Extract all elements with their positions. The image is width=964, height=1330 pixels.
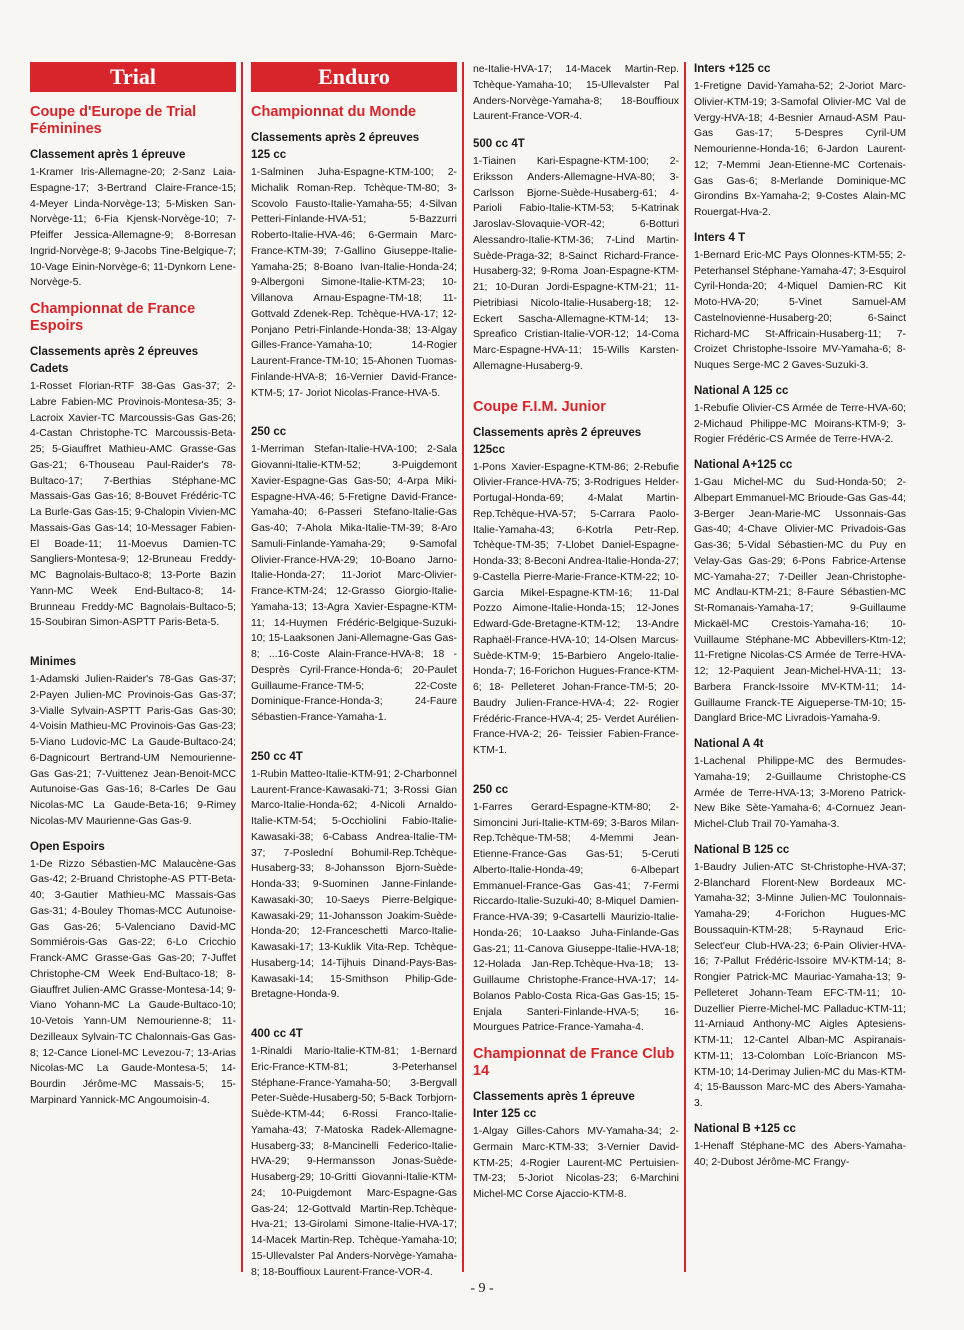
column-club14: [694, 62, 906, 1262]
results-text: 1-Adamski Julien-Raider's 78-Gas Gas-37; 2-Payen Julien-MC Provinois-Gas Gas-37; 3-Vialle Sylvain-ASPTT Paris-Gas Gas-30; 4-Voisin Mathieu-MC Provinois-Gas Gas-23; 5-Viano Ludovic-MC La Gaude-Bultaco-24; 6-Dagnicourt Bertrand-UM Nemourienne-Gas Gas-21; 7-Vuittenez Jean-Benoit-MCC Autunoise-Gas Gas-16; 8-Carles De Gau Nicolas-MC La Gaude-Beta-16; 9-Rimey Nicolas-MV Maurienne-Gas Gas-9.: [30, 674, 236, 827]
column-rule: [241, 62, 243, 1272]
trial-banner: Trial: [30, 62, 236, 92]
results-text: 1-Gau Michel-MC du Sud-Honda-50; 2-Albepart Emmanuel-MC Brioude-Gas Gas-44; 3-Berger Jean-Marie-MC Ussonnais-Gas Gas-40; 4-Chave Olivier-MC Privadois-Gas Gas-36; 5-Vidal Sébastien-MC du Puy en Velay-Gas Gas-29; 6-Pons Fabrice-Artense MC-Yamaha-27; 7-Deiller Jean-Christophe-MC Andlau-KTM-21; 8-Faure Sébastien-MC St-Romanais-Yamaha-17; 9-Guillaume Mickaël-MC Crestois-Yamaha-16; 10-Vuillaume Stéphane-MC Abbevillers-Ktm-12; 11-Fretigne Nicolas-CS Armée de Terre-HVA-12; 12-Paquient Jean-Michel-HVA-11; 13-Barbera Franck-Issoire MV-KTM-11; 14-Guillaume Franck-TE Aigueperse-TM-10; 15-Danglard Brice-MC Livradois-Yamaha-9.: [694, 477, 906, 725]
category-heading-national-a-125: National A 125 cc: [694, 384, 789, 397]
results-text: 1-Pons Xavier-Espagne-KTM-86; 2-Rebufie Olivier-France-HVA-75; 3-Rodrigues Helder-Portugal-Honda-69; 4-Malat Martin-Rep.Tchèque-HVA-57; 5-Carrara Paolo-Italie-Yamaha-43; 6-Kotrla Petr-Rep. Tchèque-TM-35; 7-Llobet Daniel-Espagne-Honda-33; 8-Beconi Andrea-Italie-Honda-27; 9-Castella Pierre-Marie-France-KTM-22; 10-Garcia Mikel-Espagne-KTM-16; 11-Dal Pozzo Aimone-Italie-Honda-15; 12-Jones Edward-Gde-Bretagne-KTM-12; 13-Andre Raphaël-France-HVA-10; 14-Olsen Marcus-Suède-KTM-9; 15-Barbiero Angelo-Italie-Honda-7; 16-Forichon Hugues-France-KTM-6; 18- Pelleteret Johan-France-TM-5; 20-Baudry Julien-France-HVA-4; 22- Rogier Frédéric-France-HVA-4; 25- Verdet Aurélien-France-HVA-2; 26- Teissier Fabien-France-KTM-1.: [473, 461, 679, 756]
results-text: 1-Algay Gilles-Cahors MV-Yamaha-34; 2-Germain Marc-KTM-33; 3-Vernier David-KTM-25; 4-Rogier Laurent-MC Pertuisien-TM-23; 5-Joriot Nicolas-23; 6-Marchini Michel-MC Corse Ajaccio-KTM-8.: [473, 1126, 679, 1200]
section-title-monde: Championnat du Monde: [251, 104, 417, 120]
classement-heading: Classements après 2 épreuves: [251, 132, 420, 144]
results-text: 1-Farres Gerard-Espagne-KTM-80; 2-Simoncini Juri-Italie-KTM-69; 3-Baros Milan-Rep.Tchèque-TM-58; 4-Memmi Jean-Etienne-France-Gas Gas-51; 5-Ceruti Alberto-Italie-Honda-49; 6-Albepart Emmanuel-France-Gas Gas-41; 7-Fermi Riccardo-Italie-Suzuki-40; 8-Miquel Damien-France-HVA-39; 9-Casartelli Maurizio-Italie-Honda-26; 10-Laakso Juha-Finlande-Gas Gas-21; 11-Canova Giuseppe-Italie-HVA-18; 12-Holada Jan-Rep.Tchèque-Hva-18; 13-Guillaume Christophe-France-HVA-17; 14-Bolanos Pablo-Costa Rica-Gas Gas-15; 15-Enjala Santeri-Finlande-HVA-5; 16-Mourgues Patrice-France-Yamaha-4.: [473, 801, 679, 1034]
category-heading-national-b-plus-125: National B +125 cc: [694, 1122, 796, 1135]
category-heading-500-4t: 500 cc 4T: [473, 138, 525, 150]
section-title-coupe-europe: Coupe d'Europe de Trial Féminines: [30, 104, 197, 137]
category-heading-250: 250 cc: [251, 426, 287, 439]
category-heading-125: 125cc: [473, 443, 505, 456]
results-text: 1-Baudry Julien-ATC St-Christophe-HVA-37; 2-Blanchard Florent-New Bordeaux MC-Yamaha-32; 3-Minne Julien-MC Toulonnais-Yamaha-29; 4-Forichon Hugues-MC Boussaquin-KTM-28; 5-Raynaud Eric-Select'eur Club-HVA-23; 6-Pain Olivier-HVA-16; 7-Pallut Frédéric-Issoire MV-KTM-14; 8-Rongier Patrick-MC Mauriac-Yamaha-13; 9-Pelleteret Johann-Team EFC-TM-11; 10-Duzellier Pierre-Michel-MC Palladuc-KTM-11; 11-Arniaud Anthony-MC Aigles Aptesiens-KTM-11; 12-Cantel Alban-MC Aspiranais-KTM-11; 13-Colomban Loïc-Briancon MS-KTM-10; 14-Derimay Julien-MC du Mas-KTM-4; 15-Bausson Marc-MC des Abers-Yamaha-3.: [694, 861, 906, 1109]
classement-heading: Classement après 1 épreuve: [30, 149, 186, 161]
category-heading-open: Open Espoirs: [30, 840, 105, 853]
results-text: 1-Henaff Stéphane-MC des Abers-Yamaha-40; 2-Dubost Jérôme-MC Frangy-: [694, 1140, 906, 1168]
results-text: 1-De Rizzo Sébastien-MC Malaucène-Gas Gas-42; 2-Bruand Christophe-AS PTT-Beta-40; 3-Gautier Mathieu-MC Massais-Gas Gas-31; 4-Bouley Thomas-MCC Autunoise-Gas Gas-26; 5-Valenciano David-MC Sommiérois-Gas Gas-22; 6-Lo Cricchio Franck-AMC Grasse-Gas Gas-20; 7-Juffet Christophe-CM Week End-Bultaco-18; 8-Giauffret Julien-AMC Grasse-Montesa-14; 9-Viano Yohann-MC La Gaude-Bultaco-10; 10-Vetois Yann-UM Nemourienne-8; 11-Dezilleaux Sylvain-TC Chalonnais-Gas Gas-8; 12-Cance Lionel-MC Levezou-7; 13-Arias Nicolas-MC La Gaude-Montesa-5; 14-Bourdin Jérôme-MC Massais-5; 15-Marpinard Yannick-MC Angoumoisin-4.: [30, 858, 236, 1106]
results-text-continuation: ne-Italie-HVA-17; 14-Macek Martin-Rep. Tchèque-Yamaha-10; 15-Ullevalster Pal Anders-Norvège-Yamaha-8; 18-Bouffioux Laurent-France-VOR-4.: [473, 64, 679, 123]
column-enduro-continued: [473, 62, 679, 1262]
results-text: 1-Merriman Stefan-Italie-HVA-100; 2-Sala Giovanni-Italie-KTM-52; 3-Puigdemont Xavier-Espagne-Gas Gas-50; 4-Arpa Miki-Espagne-HVA-46; 5-Fretigne David-France-Yamaha-40; 6-Passeri Stefano-Italie-Gas Gas-40; 7-Ahola Mika-Italie-TM-39; 8-Aro Samuli-Finlande-Yamaha-29; 9-Samofal Olivier-France-HVA-29; 10-Boano Jarno-Italie-Honda-27; 11-Joriot Marc-Olivier-France-KTM-24; 12-Grasso Giorgio-Italie-Yamaha-13; 13-Agra Xavier-Espagne-KTM-11; 14-Huymen Frédéric-Belgique-Suzuki-10; 15-Laaksonen Jani-Allemagne-Gas Gas-8; ...16-Coste Alain-France-HVA-8; 18 -Desprès Cyril-France-Honda-6; 20-Paulet Guillaume-France-TM-5; 22-Coste Dominique-France-Honda-3; 24-Faure Sébastien-France-Yamaha-1.: [251, 444, 457, 723]
category-heading-250: 250 cc: [473, 783, 509, 796]
category-heading-125: 125 cc: [251, 149, 287, 161]
category-heading-cadets: Cadets: [30, 363, 69, 375]
category-heading-minimes: Minimes: [30, 656, 77, 668]
page-number: - 9 -: [470, 1281, 494, 1296]
results-text-continued: 1-Rinaldi Mario-Italie-KTM-81; 1-Bernard Eric-France-KTM-81; 3-Peterhansel Stéphane-France-Yamaha-50; 3-Bergvall Peter-Suède-Husaberg-50; 5-Back Torbjorn-Suède-KTM-44; 6-Rossi Franco-Italie-Yamaha-43; 7-Matoska Radek-Allemagne-Husaberg-33; 8-Mancinelli Federico-Italie-HVA-29; 9-Hermansson Jonas-Suède-Husaberg-29; 10-Gritti Giovanni-Italie-KTM-24; 10-Puigdemont Marc-Espagne-Gas Gas-24; 12-Gottvald Martin-Rep.Tchèque-Hva-21; 13-Girolami Simone-Italie-HVA-17; 14-Macek Martin-Rep. Tchèque-Yamaha-10; 15-Ullevalster Pal Anders-Norvège-Yamaha-8; 18-Bouffioux Laurent-France-VOR-4.: [251, 1046, 457, 1278]
category-heading-inters-4t: Inters 4 T: [694, 231, 746, 244]
category-heading-250-4t: 250 cc 4T: [251, 750, 303, 763]
results-text: 1-Tiainen Kari-Espagne-KTM-100; 2-Eriksson Anders-Allemagne-HVA-80; 3-Carlsson Bjorne-Suède-Husaberg-61; 4-Parioli Fabio-Italie-KTM-53; 5-Katrinak Jaroslav-Slovaquie-VOR-42; 6-Botturi Alessandro-Italie-KTM-36; 7-Lind Martin-Suède-Praga-32; 8-Sainct Richard-France-Husaberg-32; 9-Roma Joan-Espagne-KTM-21; 10-Duran Jordi-Espagne-KTM-21; 11-Pietribiasi Nicolo-Italie-Husaberg-18; 12-Eckert Sascha-Allemagne-KTM-14; 13-Spreafico Cristian-Italie-VOR-12; 14-Coma Marc-Espagne-HVA-11; 15-Wills Karsten-Allemagne-Husaberg-9.: [473, 156, 679, 372]
section-title-espoirs: Championnat de France Espoirs: [30, 301, 196, 334]
column-rule: [462, 62, 464, 1272]
results-text: 1-Kramer Iris-Allemagne-20; 2-Sanz Laia-Espagne-17; 3-Bertrand Claire-France-15; 4-Meyer Linda-Norvège-13; 5-Misken San-Norvège-11; 6-Fia Kjensk-Norvège-10; 7-Pfeiffer Jessica-Allemagne-9; 8-Borresan Ingrid-Norvège-8; 9-Jacobs Tine-Belgique-7; 10-Vage Einin-Norvège-6; 11-Dynkorn Lene-Norvège-5.: [30, 167, 236, 289]
results-text: 1-Rosset Florian-RTF 38-Gas Gas-37; 2-Labre Fabien-MC Provinois-Montesa-35; 3-Lacroix Xavier-TC Marcoussis-Gas Gas-26; 4-Castan Christophe-TC Marcoussis-Beta-25; 5-Giauffret Mathieu-AMC Grasse-Gas Gas-21; 6-Thouseau Paul-Raider's 78-Bultaco-17; 7-Berthias Stéphane-MC Massais-Gas Gas-16; 8-Bouvet Frédéric-TC La Burle-Gas Gas-15; 9-Chalopin Vivien-MC Massais-Gas Gas-14; 10-Messager Fabien-El Boade-11; 11-Moevus Damien-TC Sangliers-Montesa-9; 12-Bruneau Freddy-MC Bagnolais-Bultaco-8; 13-Porte Bazin Yann-MC Week End-Bultaco-8; 14-Brunneau Freddy-MC Bagnolais-Bultaco-5; 15-Soubiran Simon-ASPTT Paris-Beta-5.: [30, 381, 236, 629]
results-text: 1-Rubin Matteo-Italie-KTM-91; 2-Charbonnel Laurent-France-Kawasaki-71; 3-Rossi Gian Marco-Italie-Honda-62; 4-Nicoli Arnaldo-Italie-KTM-54; 5-Occhiolini Fabio-Italie-Kawasaki-38; 6-Cabass Andrea-Italie-TM-37; 7-Poslední Bohumil-Rep.Tchèque-Husaberg-33; 8-Johansson Bjorn-Suède-Honda-33; 9-Suominen Janne-Finlande-Kawasaki-30; 10-Saeys Pierre-Belgique-Kawasaki-29; 11-Johansson Joakim-Suède-Honda-20; 12-Franceschetti Marco-Italie-Kawasaki-17; 13-Kuklik Vita-Rep. Tchèque-Husaberg-14; 14-Tijhuis Dinand-Pays-Bas-Kawasaki-14; 15-Smithson Philip-Gde-Bretagne-Honda-9.: [251, 768, 457, 1001]
results-text: 1-Salminen Juha-Espagne-KTM-100; 2-Michalik Roman-Rep. Tchèque-TM-80; 3-Scovolo Fausto-Italie-Yamaha-55; 4-Silvan Petteri-Finlande-HVA-51; 5-Bazzurri Roberto-Italie-HVA-46; 6-Germain Marc-France-KTM-39; 7-Gallino Giuseppe-Italie-Yamaha-25; 8-Boano Ivan-Italie-Honda-24; 9-Albergoni Simone-Italie-KTM-23; 10-Villanova Arnau-Espagne-TM-18; 11-Gottvald Zdenek-Rep. Tchèque-HVA-17; 12-Ponjano Petri-Finlande-Honda-38; 13-Algay Gilles-France-Yamaha-10; 14-Rogier Laurent-France-TM-10; 15-Ahonen Tuomas-Finlande-HVA-8; 16-Vernier David-France-KTM-5; 17- Joriot Nicolas-France-HVA-5.: [251, 167, 457, 399]
column-trial: [30, 62, 236, 1262]
section-title-club14: Championnat de France Club 14: [473, 1046, 675, 1079]
category-heading-inters-125-plus: Inters +125 cc: [694, 63, 771, 75]
results-text: 1-Lachenal Philippe-MC des Bermudes-Yamaha-19; 2-Guillaume Christophe-CS Armée de Terre-HVA-13; 3-Moreno Patrick-New Bike Sète-Yamaha-6; 4-Cornuez Jean-Michel-Club Trail 70-Yamaha-3.: [694, 756, 906, 830]
results-text: 1-Fretigne David-Yamaha-52; 2-Joriot Marc-Olivier-KTM-19; 3-Samofal Olivier-MC Val de Vergy-HVA-18; 4-Besnier Arnaud-ASM Pau-Gas Gas-17; 5-Despres Cyril-UM Nemourienne-Honda-16; 6-Jardon Laurent-12; 7-Memmi Jean-Etienne-MC Cortenais-Gas Gas-6; 8-Merlande Dominique-MC Girondins Bx-Yamaha-2; 9-Costes Alain-MC Rouergat-Hva-2.: [694, 81, 906, 218]
category-heading-inter-125: Inter 125 cc: [473, 1108, 537, 1120]
results-text: 1-Rebufie Olivier-CS Armée de Terre-HVA-60; 2-Michaud Philippe-MC Moirans-KTM-9; 3-Rogier Frédéric-CS Armée de Terre-HVA-2.: [694, 402, 906, 446]
category-heading-national-b-125: National B 125 cc: [694, 843, 790, 856]
category-heading-national-a-4t: National A 4t: [694, 738, 764, 750]
classement-heading: Classements après 1 épreuve: [473, 1091, 635, 1103]
classement-heading: Classements après 2 épreuves: [30, 346, 199, 358]
category-heading-400-4t: 400 cc 4T: [251, 1028, 303, 1040]
column-enduro: [251, 62, 457, 1278]
enduro-banner: Enduro: [251, 62, 457, 92]
classement-heading: Classements après 2 épreuves: [473, 426, 642, 439]
column-rule: [684, 62, 686, 1272]
results-text: 1-Bernard Eric-MC Pays Olonnes-KTM-55; 2-Peterhansel Stéphane-Yamaha-47; 3-Esquirol Cyril-Honda-20; 4-Miquel Damien-RC Kit Moto-HVA-20; 5-Vinet Samuel-AM Castelnovienne-Husaberg-20; 6-Sainct Richard-MC St-Affricain-Husaberg-11; 7-Croizet Christophe-Issoire MV-Yamaha-6; 8-Nuques Serge-MC 2 Gaves-Suzuki-3.: [694, 249, 906, 371]
section-title-fim-junior: Coupe F.I.M. Junior: [473, 398, 606, 415]
category-heading-national-a-plus-125: National A+125 cc: [694, 459, 793, 471]
